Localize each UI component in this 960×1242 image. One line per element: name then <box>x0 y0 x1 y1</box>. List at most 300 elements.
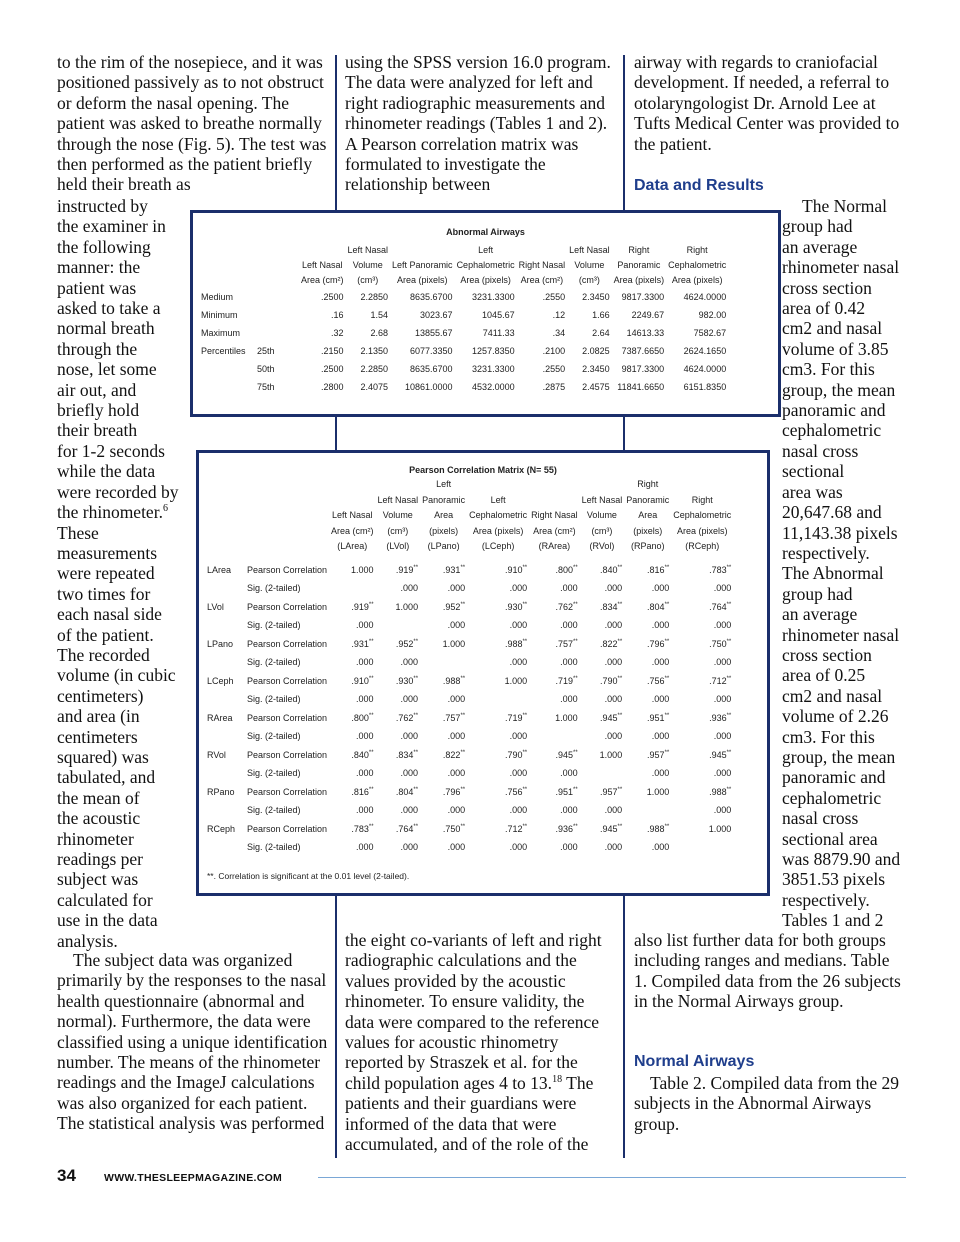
text-line: readings per <box>57 849 144 869</box>
column-header: Left Nasal Area (cm²) (LArea) <box>331 510 374 551</box>
significance-mark: ** <box>617 675 623 682</box>
table-cell <box>671 838 733 857</box>
text-line: The Abnormal <box>782 563 884 584</box>
row-stat-label: Pearson Correlation <box>247 638 328 649</box>
significance-mark: ** <box>573 638 578 645</box>
table-cell: .840** <box>351 749 374 760</box>
table-cell <box>467 690 529 709</box>
significance-mark: ** <box>617 601 623 608</box>
row-variable: RVol <box>207 749 226 760</box>
text-line: and area (in <box>57 706 140 727</box>
text-line: 11,143.38 pixels <box>782 522 898 543</box>
significance-mark: ** <box>573 823 578 830</box>
row-sublabel <box>255 324 299 342</box>
significance-mark: ** <box>368 601 374 608</box>
table-row <box>205 598 733 617</box>
row-sublabel <box>255 288 299 306</box>
text-line: two times for <box>57 583 151 604</box>
row-stat-label: Pearson Correlation <box>247 601 328 612</box>
table-cell: .000 <box>356 768 374 779</box>
header-cell <box>245 477 329 561</box>
text-line: Tables 1 and 2 <box>782 910 884 931</box>
table-cell: .12 <box>552 310 566 320</box>
table-cell: .000 <box>713 657 732 668</box>
table-cell: 1045.67 <box>482 310 515 320</box>
table-cell: .000 <box>447 805 466 816</box>
table-cell: .000 <box>509 583 528 594</box>
text-line: each nasal side <box>57 604 162 625</box>
row-variable: LArea <box>207 564 232 575</box>
table-cell: .930** <box>504 601 528 612</box>
text-line: group, the mean <box>782 379 896 400</box>
table-cell: .000 <box>604 694 623 705</box>
text-line: centimeters) <box>57 685 144 706</box>
row-stat-label: Sig. (2-tailed) <box>247 731 301 742</box>
column-1-bottom <box>57 950 329 1134</box>
table-row <box>205 820 733 839</box>
significance-mark: ** <box>664 749 670 756</box>
text-line: analysis. <box>57 930 118 951</box>
text-line: rhinometer nasal <box>782 257 900 278</box>
table-cell: .936** <box>555 823 578 834</box>
table-cell: .000 <box>356 842 374 853</box>
significance-mark: ** <box>522 712 528 719</box>
text-line: through the <box>57 338 138 359</box>
column-header: Left Nasal Volume (cm³) <box>569 245 610 285</box>
significance-mark: ** <box>664 564 670 571</box>
table-cell: .762** <box>395 712 419 723</box>
table-cell: 10861.0000 <box>405 382 453 392</box>
row-stat-label: Sig. (2-tailed) <box>247 620 301 631</box>
table-cell: .988** <box>442 675 466 686</box>
row-label <box>199 378 255 396</box>
table-cell: 7582.67 <box>693 328 727 338</box>
header-cell <box>199 243 255 288</box>
table-cell: .000 <box>509 768 528 779</box>
row-variable <box>205 838 245 857</box>
table-row <box>205 838 733 857</box>
significance-mark: ** <box>460 749 466 756</box>
table-cell: .988** <box>647 823 670 834</box>
table-cell: .000 <box>651 657 670 668</box>
significance-mark: ** <box>726 712 732 719</box>
significance-mark: ** <box>617 712 623 719</box>
row-label: Maximum <box>201 328 241 338</box>
table-cell: .000 <box>713 805 732 816</box>
table-cell: .32 <box>330 328 344 338</box>
footer-site-url: WWW.THESLEEPMAGAZINE.COM <box>104 1172 283 1184</box>
column-rule-2-bottom <box>623 890 625 1158</box>
row-sublabel <box>255 306 299 324</box>
body-paragraph <box>345 930 615 1154</box>
table-cell: 1.000 <box>708 823 732 834</box>
text-line: sectional area <box>782 828 878 849</box>
header-cell <box>205 477 245 561</box>
text-line: cephalometric <box>782 420 882 441</box>
table-cell: .000 <box>509 842 528 853</box>
table-cell: 6077.3350 <box>410 346 453 356</box>
table-cell: .712** <box>504 823 528 834</box>
significance-mark: ** <box>413 786 419 793</box>
significance-mark: ** <box>522 638 528 645</box>
significance-mark: ** <box>726 638 732 645</box>
table-cell: 1.000 <box>646 786 670 797</box>
significance-mark: ** <box>368 786 374 793</box>
table-cell: .000 <box>560 694 578 705</box>
significance-mark: ** <box>413 823 419 830</box>
significance-mark: ** <box>460 564 466 571</box>
row-sublabel: 50th <box>257 364 275 374</box>
text-line: volume of 2.26 <box>782 706 889 727</box>
row-label: Medium <box>201 292 234 302</box>
table-cell: 2.3450 <box>582 364 610 374</box>
body-paragraph: airway with regards to craniofacial development. If needed, a referral to otolaryngologist Dr. Arnold Lee at Tufts Medical Center was provided to the patient. <box>634 52 900 154</box>
text-line: cm3. For this <box>782 359 875 380</box>
text-line: normal breath <box>57 318 155 339</box>
table-cell: 1.66 <box>592 310 610 320</box>
table-row <box>205 764 733 783</box>
text-line: for 1-2 seconds <box>57 440 165 461</box>
table-cell: .945** <box>600 712 623 723</box>
table-row <box>205 616 733 635</box>
column-header: Right Cephalometric Area (pixels) <box>668 245 727 285</box>
table-cell: 2.1350 <box>360 346 389 356</box>
table-cell: 2.2850 <box>360 364 389 374</box>
table-cell: .951** <box>555 786 578 797</box>
table-cell: .790** <box>504 749 528 760</box>
significance-mark: ** <box>460 786 466 793</box>
column-header: Left Panoramic Area (pixels) <box>392 260 453 285</box>
body-paragraph: Table 2. Compiled data from the 29 subjects in the Abnormal Airways group. <box>634 1073 900 1134</box>
column-2-bottom <box>345 930 615 1154</box>
text-line: the acoustic <box>57 808 141 829</box>
table-cell: .822** <box>600 638 623 649</box>
table-cell: 7411.33 <box>482 328 515 338</box>
text-line: were repeated <box>57 563 155 584</box>
table-cell: 1.000 <box>351 564 374 575</box>
table-cell: .945** <box>600 823 623 834</box>
text-line: use in the data <box>57 910 158 931</box>
row-stat-label: Pearson Correlation <box>247 823 328 834</box>
significance-mark: ** <box>460 675 466 682</box>
table-cell <box>580 764 625 783</box>
table-cell: .2100 <box>542 346 566 356</box>
significance-mark: ** <box>664 601 670 608</box>
header-row <box>199 243 728 288</box>
significance-mark: ** <box>460 601 466 608</box>
row-stat-label: Sig. (2-tailed) <box>247 842 301 853</box>
table-cell: .000 <box>447 583 466 594</box>
table-cell: .000 <box>560 768 578 779</box>
text-line: volume of 3.85 <box>782 338 889 359</box>
table-footnote: **. Correlation is significant at the 0.01 level (2-tailed). <box>207 871 410 881</box>
significance-mark: ** <box>617 786 623 793</box>
column-3-top <box>634 52 906 154</box>
table-cell: .000 <box>447 842 466 853</box>
text-line: 20,647.68 and <box>782 502 882 523</box>
table-cell: .757** <box>442 712 466 723</box>
table-cell: .000 <box>560 583 578 594</box>
table-cell: .000 <box>604 583 623 594</box>
table-cell: 1.54 <box>370 310 389 320</box>
table-row <box>199 378 728 396</box>
significance-mark: ** <box>368 749 374 756</box>
footer-rule <box>318 1177 906 1178</box>
table-cell: .000 <box>604 620 623 631</box>
header-row <box>205 477 733 561</box>
table-cell: 4532.0000 <box>472 382 515 392</box>
header-cell <box>255 243 299 288</box>
table-cell: 2.4575 <box>582 382 610 392</box>
table-cell: .000 <box>509 620 528 631</box>
row-stat-label: Sig. (2-tailed) <box>247 657 301 668</box>
table-cell: .712** <box>709 675 732 686</box>
table-cell: .000 <box>651 583 670 594</box>
table-cell: .000 <box>560 620 578 631</box>
significance-mark: ** <box>664 638 670 645</box>
table-abnormal-airways <box>190 210 781 417</box>
table-cell: .910** <box>504 564 528 575</box>
column-header: Left Cephalometric Area (pixels) <box>456 245 515 285</box>
table-cell: .000 <box>604 842 623 853</box>
table-row <box>205 653 733 672</box>
table-title: Pearson Correlation Matrix (N= 55) <box>409 465 557 475</box>
column-header: Left Nasal Volume (cm³) <box>347 245 389 285</box>
column-header: Right Cephalometric Area (pixels) (RCeph) <box>673 494 732 551</box>
table-cell <box>376 616 421 635</box>
row-variable: RPano <box>207 786 235 797</box>
table-cell: .000 <box>560 657 578 668</box>
table-cell: .783** <box>351 823 374 834</box>
table-cell: .790** <box>600 675 623 686</box>
table-row <box>205 801 733 820</box>
table-cell: .945** <box>709 749 732 760</box>
table-cell <box>329 579 376 598</box>
table-cell: 3231.3300 <box>472 364 515 374</box>
significance-mark: ** <box>617 638 623 645</box>
table-row <box>205 746 733 765</box>
table-cell: .800** <box>351 712 374 723</box>
text-line: of the patient. <box>57 624 154 645</box>
table-cell: .816** <box>647 564 670 575</box>
text-line: subject was <box>57 869 139 890</box>
table-cell: .000 <box>713 731 732 742</box>
table-cell: 4624.0000 <box>683 292 727 302</box>
significance-mark: ** <box>413 712 419 719</box>
table-cell: 8635.6700 <box>410 364 453 374</box>
text-line: respectively. <box>782 542 870 563</box>
row-label: Percentiles <box>201 346 246 356</box>
row-variable <box>205 690 245 709</box>
table-cell: .000 <box>651 842 670 853</box>
table-cell: 8635.6700 <box>410 292 453 302</box>
significance-mark: ** <box>726 749 732 756</box>
significance-mark: ** <box>664 712 670 719</box>
column-3-tail <box>634 1073 906 1134</box>
table-cell: 1.000 <box>504 675 528 686</box>
table-row <box>205 783 733 802</box>
table-cell: .000 <box>400 583 419 594</box>
table-cell: .945** <box>555 749 578 760</box>
table-cell: .000 <box>447 620 466 631</box>
table-cell: .16 <box>330 310 344 320</box>
section-heading-results: Data and Results <box>634 177 764 194</box>
table-row <box>205 690 733 709</box>
table-cell: .2550 <box>542 364 566 374</box>
table-cell: 9817.3300 <box>621 364 665 374</box>
table-cell: .719** <box>555 675 578 686</box>
text-line: panoramic and <box>782 767 886 788</box>
table-cell: .000 <box>713 620 732 631</box>
table-row <box>205 579 733 598</box>
row-variable: LVol <box>207 601 224 612</box>
row-variable <box>205 616 245 635</box>
table-cell: .2550 <box>542 292 566 302</box>
column-1-top <box>57 52 329 195</box>
table-cell: .951** <box>647 712 670 723</box>
text-line: the following <box>57 236 151 257</box>
text-line: was 8879.90 and <box>782 849 901 869</box>
table-cell: .919** <box>395 564 419 575</box>
table-cell: .804** <box>395 786 419 797</box>
table-cell: .000 <box>400 805 419 816</box>
row-variable <box>205 579 245 598</box>
table-cell: .000 <box>356 805 374 816</box>
table-cell: .952** <box>442 601 466 612</box>
table-row <box>199 342 728 360</box>
text-line: group had <box>782 583 853 604</box>
significance-mark: ** <box>726 675 732 682</box>
table-cell: 14613.33 <box>626 328 665 338</box>
body-paragraph: The subject data was organized primarily by the responses to the nasal health questionnaire (abnormal and normal). Furthermore, the data were classified using a unique identification number. The means of the rhinometer readings and the ImageJ calculations was also organized for each patient. The statistical analysis was performed <box>57 950 328 1134</box>
text-line: the examiner in <box>57 216 166 237</box>
descriptive-stats-table <box>199 243 728 396</box>
column-rule-1-bottom <box>335 890 337 1158</box>
table-cell: 13855.67 <box>415 328 453 338</box>
text-line: panoramic and <box>782 400 886 421</box>
text-line: asked to take a <box>57 298 161 319</box>
significance-mark: ** <box>460 823 466 830</box>
table-cell: .000 <box>400 731 419 742</box>
row-stat-label: Pearson Correlation <box>247 749 328 760</box>
table-cell: .000 <box>604 805 623 816</box>
text-line: group, the mean <box>782 746 896 767</box>
row-stat-label: Pearson Correlation <box>247 675 328 686</box>
significance-mark: ** <box>522 564 528 571</box>
significance-mark: ** <box>368 675 374 682</box>
table-pearson-correlation <box>196 450 770 896</box>
significance-mark: ** <box>413 675 419 682</box>
table-cell: .762** <box>555 601 578 612</box>
table-cell: .000 <box>509 805 528 816</box>
table-row <box>199 324 728 342</box>
table-cell: 7387.6650 <box>621 346 665 356</box>
row-stat-label: Sig. (2-tailed) <box>247 768 301 779</box>
column-header: Left Nasal Volume (cm³) (LVol) <box>377 494 419 551</box>
paragraph-text: the eight co-variants of left and right radiographic calculations and the values provided by the acoustic rhinometer. To ensure validity, the data were compared to the reference values for acoustic rhinometry reported by Straszek et al. for the child population ages 4 to 13. <box>345 930 602 1093</box>
significance-mark: ** <box>368 823 374 830</box>
row-sublabel: 25th <box>257 346 275 356</box>
row-variable: LPano <box>207 638 234 649</box>
column-2-top <box>345 52 615 195</box>
text-line: cm3. For this <box>782 726 875 747</box>
text-line: nose, let some <box>57 359 157 380</box>
table-cell: 2249.67 <box>631 310 665 320</box>
row-stat-label: Pearson Correlation <box>247 786 328 797</box>
text-line: an average <box>782 604 858 625</box>
column-rule-1-top <box>335 55 337 210</box>
text-line: air out, and <box>57 379 137 400</box>
table-row <box>205 561 733 580</box>
citation-ref: 6 <box>162 503 168 515</box>
citation-ref: 18 <box>552 1074 563 1086</box>
significance-mark: ** <box>726 601 732 608</box>
row-label <box>199 360 255 378</box>
table-cell: 1.000 <box>599 749 623 760</box>
significance-mark: ** <box>617 823 623 830</box>
text-line: an average <box>782 236 858 257</box>
table-cell: .800** <box>555 564 578 575</box>
text-line: tabulated, and <box>57 767 156 788</box>
text-line: briefly hold <box>57 400 140 421</box>
text-line: the mean of <box>57 787 140 808</box>
column-header: Left Cephalometric Area (pixels) (LCeph) <box>469 494 528 551</box>
row-variable: RArea <box>207 712 233 723</box>
row-label: Minimum <box>201 310 238 320</box>
text-line: squared) was <box>57 746 149 767</box>
table-cell: .2875 <box>542 382 566 392</box>
table-cell: 2624.1650 <box>683 346 727 356</box>
significance-mark: ** <box>368 638 374 645</box>
row-sublabel: 75th <box>257 382 275 392</box>
row-stat-label: Pearson Correlation <box>247 564 328 575</box>
table-cell: .000 <box>651 768 670 779</box>
text-line: 3851.53 pixels <box>782 869 886 890</box>
table-cell: .931** <box>351 638 374 649</box>
table-cell: .834** <box>395 749 419 760</box>
significance-mark: ** <box>573 786 578 793</box>
table-cell: .000 <box>447 768 466 779</box>
column-1-narrow <box>57 196 192 951</box>
table-cell: .000 <box>400 768 419 779</box>
row-stat-label: Sig. (2-tailed) <box>247 805 301 816</box>
table-cell: .756** <box>504 786 528 797</box>
table-row <box>205 727 733 746</box>
column-header: Right Panoramic Area (pixels) <box>613 245 665 285</box>
table-cell: .719** <box>504 712 528 723</box>
column-rule-2-mid <box>623 417 625 451</box>
row-variable <box>205 764 245 783</box>
text-line: nasal cross <box>782 808 859 829</box>
paragraph-text: The patients and their guardians were informed of the data that were accumulated, and of the role of the <box>345 1072 594 1155</box>
text-line: The Normal <box>802 196 888 216</box>
page-number: 34 <box>57 1166 76 1185</box>
significance-mark: ** <box>413 564 419 571</box>
text-line: area was <box>782 481 843 502</box>
text-line: respectively. <box>782 889 870 910</box>
text-line: cm2 and nasal <box>782 318 883 339</box>
text-line: measurements <box>57 542 158 563</box>
table-cell: .919** <box>351 601 374 612</box>
table-cell: .764** <box>709 601 732 612</box>
body-paragraph: to the rim of the nosepiece, and it was positioned passively as to not obstruct or deform the nasal opening. The patient was asked to breathe normally through the nose (Fig. 5). The test was then performed as the patient briefly held their breath as <box>57 52 327 195</box>
text-line: rhinometer nasal <box>782 624 900 645</box>
text-line: the rhinometer.$^6$ <box>57 502 168 523</box>
significance-mark: ** <box>460 712 466 719</box>
text-line: nasal cross <box>782 440 859 461</box>
table-cell: .000 <box>713 694 732 705</box>
text-line: instructed by <box>57 196 148 216</box>
